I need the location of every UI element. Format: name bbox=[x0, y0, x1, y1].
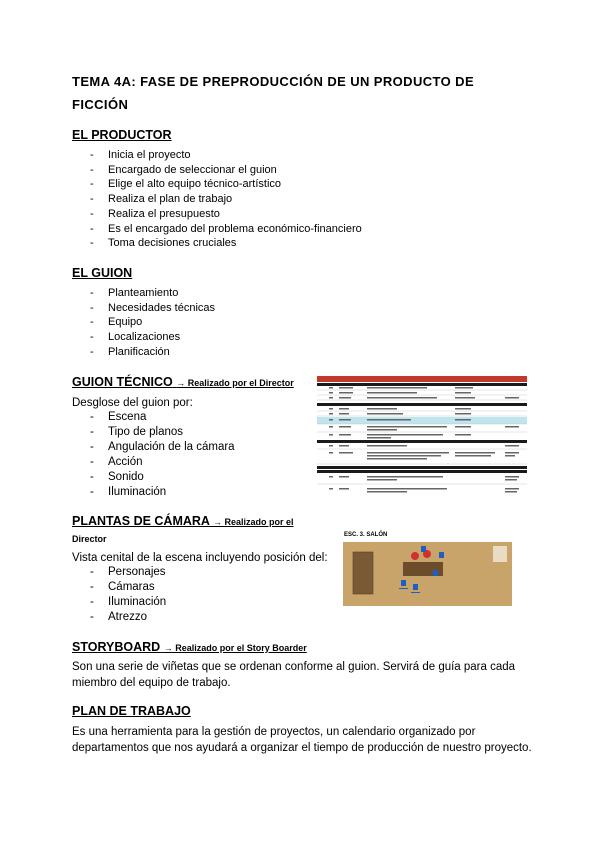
list-item: - Acción bbox=[90, 455, 235, 470]
list-item: - Realiza el presupuesto bbox=[90, 207, 362, 222]
plantas-heading: PLANTAS DE CÁMARA bbox=[72, 514, 210, 528]
guion-tecnico-subtitle: → Realizado por el Director bbox=[176, 378, 294, 388]
plantas-intro: Vista cenital de la escena incluyendo posición del: bbox=[72, 552, 328, 564]
list-item: - Sonido bbox=[90, 470, 235, 485]
list-item: - Angulación de la cámara bbox=[90, 440, 235, 455]
list-item: - Personajes bbox=[90, 565, 166, 580]
floor-plan-image bbox=[343, 542, 512, 606]
storyboard-subtitle: → Realizado por el Story Boarder bbox=[163, 643, 307, 653]
list-item: - Toma decisiones cruciales bbox=[90, 236, 362, 251]
side-table-shape bbox=[493, 546, 507, 562]
character-marker bbox=[411, 552, 419, 560]
list-item: - Escena bbox=[90, 410, 235, 425]
table-header-bar bbox=[317, 376, 527, 382]
list-item: - Inicia el proyecto bbox=[90, 148, 362, 163]
floor-plan-label: ESC. 3. SALÓN bbox=[344, 532, 388, 538]
section-heading-guion: EL GUION bbox=[72, 266, 133, 280]
guion-tecnico-list bbox=[90, 410, 235, 499]
camera-icon bbox=[433, 570, 438, 576]
section-heading-plantas bbox=[72, 514, 294, 528]
guion-tecnico-heading: GUION TÉCNICO bbox=[72, 375, 173, 389]
list-item: - Es el encargado del problema económico-financiero bbox=[90, 222, 362, 237]
list-item: - Equipo bbox=[90, 315, 215, 330]
section-heading-plan: PLAN DE TRABAJO bbox=[72, 704, 191, 718]
list-item: - Encargado de seleccionar el guion bbox=[90, 163, 362, 178]
camera-icon bbox=[439, 552, 444, 558]
list-item: - Cámaras bbox=[90, 580, 166, 595]
section-heading-productor: EL PRODUCTOR bbox=[72, 128, 172, 142]
productor-list bbox=[90, 148, 362, 251]
list-item: - Realiza el plan de trabajo bbox=[90, 192, 362, 207]
plantas-subtitle-continued: Director bbox=[72, 534, 107, 544]
list-item: - Elige el alto equipo técnico-artístico bbox=[90, 177, 362, 192]
list-item: - Iluminación bbox=[90, 595, 166, 610]
guion-tecnico-intro: Desglose del guion por: bbox=[72, 397, 193, 409]
list-item: - Planteamiento bbox=[90, 286, 215, 301]
camera-icon bbox=[421, 546, 426, 552]
guion-list bbox=[90, 286, 215, 360]
plantas-list bbox=[90, 565, 166, 625]
list-item: - Localizaciones bbox=[90, 330, 215, 345]
camera-icon bbox=[401, 580, 406, 586]
section-heading-guion-tecnico bbox=[72, 375, 294, 389]
list-item: - Planificación bbox=[90, 345, 215, 360]
camera-icon bbox=[413, 584, 418, 590]
list-item: - Atrezzo bbox=[90, 610, 166, 625]
storyboard-text: Son una serie de viñetas que se ordenan conforme al guion. Servirá de guía para cada miembro del equipo de trabajo. bbox=[72, 661, 516, 689]
page-title: TEMA 4A: FASE DE PREPRODUCCIÓN DE UN PRODUCTO DE FICCIÓN bbox=[72, 74, 475, 112]
list-item: - Necesidades técnicas bbox=[90, 301, 215, 316]
section-heading-storyboard bbox=[72, 640, 307, 654]
list-item: - Tipo de planos bbox=[90, 425, 235, 440]
list-item: - Iluminación bbox=[90, 485, 235, 500]
technical-script-table-image bbox=[317, 376, 527, 496]
sofa-shape bbox=[353, 552, 373, 594]
plan-text: Es una herramienta para la gestión de proyectos, un calendario organizado por departamentos que nos ayudará a organizar el tiempo de producción de nuestro proyecto. bbox=[72, 726, 532, 754]
storyboard-heading: STORYBOARD bbox=[72, 640, 161, 654]
plantas-subtitle: → Realizado por el bbox=[212, 517, 294, 527]
